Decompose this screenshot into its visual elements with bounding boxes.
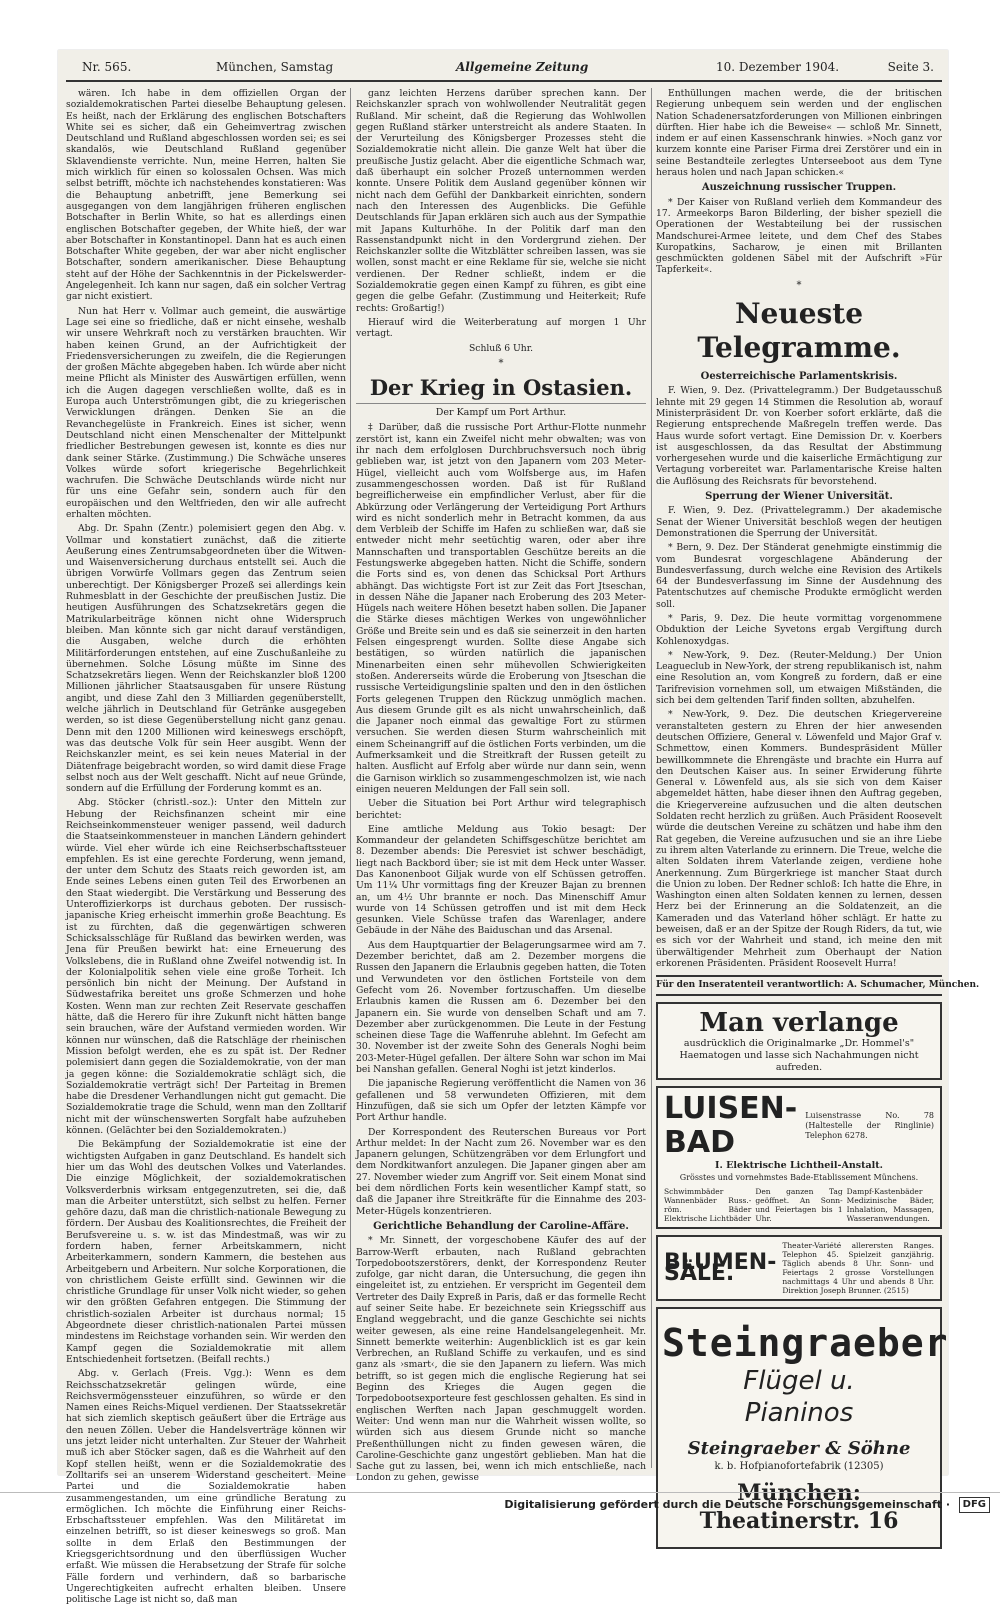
- asterisk-divider: *: [498, 357, 504, 369]
- paragraph: Die japanische Regierung veröffentlicht die Namen von 36 gefallenen und 58 verwundeten Offizieren, mit dem Hinzufügen, daß sie sich um Opfer der letzten Kämpfe vor Port Arthur handle.: [356, 1078, 646, 1124]
- page-header: [66, 58, 942, 82]
- news-item: * New-York, 9. Dez. Die deutschen Kriegervereine veranstalteten gestern zu Ehren der hier anwesenden deutschen Offiziere, General v. Löwenfeld und Major Graf v. Schmettow, einen Kommers. Bundespräsident Müller bewillkommnete die Ehrengäste und brachte ein Hurra auf den Deutschen Kaiser aus. In seiner Erwiderung führte General v. Löwenfeld aus, als sie sich von dem Kaiser abgemeldet hätten, habe dieser ihnen den Auftrag gegeben, die Kriegervereine aufzusuchen und die alten deutschen Soldaten recht herzlich zu grüßen. Auch Präsident Roosevelt würde die deutschen Vereine zu schätzen und habe ihm den Rat gegeben, die Vereine aufzusuchen und sie an ihre Liebe zu ihrem alten Vaterlande zu erinnern. Die Treue, welche die alten Soldaten ihrem Vaterlande zeigen, verdiene hohe Anerkennung. Zum Bürgerkriege ist mancher Staat durch die Union zu loben. Der Redner schloß: Ich hatte die Ehre, in Washington einen alten Soldaten kennen zu lernen, dessen Herz bei der Erinnerung an die Soldatenzeit, an die Kameraden und das Vaterland höher schlägt. Er hatte zu beweisen, daß er an der Spitze der Rough Riders, da tut, wie es sich vor der Wahrheit und stand, ich meine den mit überwältigender Mehrheit zum Oberhaupt der Nation erkorenen Präsidenten. Präsident Roosevelt Hurra!: [656, 709, 942, 969]
- news-item: * Bern, 9. Dez. Der Ständerat genehmigte einstimmig die vom Bundesrat vorgeschlagene Abänderung der Bundesverfassung, durch welche eine Revision des Artikels 64 der Bundesverfassung im Sinne der Ausdehnung des Patentschutzes auf chemische Produkte ermöglicht werden soll.: [656, 542, 942, 610]
- footer-text: Digitalisierung gefördert durch die Deutsche Forschungsgemeinschaft ·: [504, 1498, 950, 1511]
- paragraph: Nun hat Herr v. Vollmar auch gemeint, die auswärtige Lage sei eine so friedliche, daß er nicht einsehe, weshalb wir unsere Wehrkraft noch zu verstärken brauchten. Wir haben keinen Grund, an der Aufrichtigkeit der Friedensversicherungen zu zweifeln, die die Regierungen der großen Mächte abgegeben haben. Ich würde aber nicht meine Pflicht als Minister des Auswärtigen erfüllen, wenn ich die Augen dagegen verschließen wollte, daß es in Europa auch Unterströmungen gibt, die zu kriegerischen Verwicklungen drängen. Denken Sie an die Revanchegelüste in Frankreich. Eines ist sicher, wenn Deutschland nicht einen Menschenalter der Mittelpunkt friedlicher Bestrebungen gewesen ist, konnte es dies nur dank seiner Stärke. (Zustimmung.) Die Schwäche unseres Volkes würde sofort kriegerische Begehrlichkeit wachrufen. Die Schwäche Deutschlands würde nicht nur für uns eine Gefahr sein, sondern auch für den europäischen und den Weltfrieden, den wir alle aufrecht erhalten möchten.: [66, 305, 346, 520]
- ad-luisenbad-cell: Schwimmbäder Wannenbäder Russ.-röm. Bäder Elektrische Lichtbäder: [664, 1187, 752, 1224]
- ad-luisenbad-title: LUISEN-BAD: [664, 1091, 798, 1161]
- column-divider: [651, 88, 652, 1468]
- article-title-war: Der Krieg in Ostasien.: [369, 375, 633, 401]
- paragraph: Die Bekämpfung der Sozialdemokratie ist eine der wichtigsten Aufgaben in ganz Deutschland. Es handelt sich hier um das Wohl des deutschen Volkes und Vaterlandes. Die einzige Möglichkeit, der sozialdemokratischen Volksverderbnis wirksam entgegenzutreten, sei die, daß man die Arbeiter unterstützt, sich selbst zu helfen. Ferner gehöre dazu, daß man die christlich-nationale Bewegung zu fördern. Der Ausbau des Koalitionsrechtes, die Freiheit der Berufsvereine u. s. w. ist das Mindestmaß, was wir zu fordern haben, ferner Arbeitskammern, nicht Arbeiterkammern, sondern Kammern, die bestehen aus Arbeitgebern und Arbeitern. Nur solche Korporationen, die von christlichem Geiste erfüllt sind. Gewinnen wir die christliche Grundlage für unser Volk nicht wieder, so gehen wir den größten Gefahren entgegen. Die Stimmung der christlich-sozialen Arbeiter ist durchaus normal; 15 Abgeordnete dieser christlich-nationalen Partei müssen mindestens im Reichstage vorhanden sein. Wir werden den Kampf gegen die Sozialdemokratie mit allem Entschiedenheit fortsetzen. (Beifall rechts.): [66, 1139, 346, 1365]
- ad-luisenbad-sub: Grösstes und vornehmstes Bade-Etablissement Münchens.: [679, 1173, 919, 1183]
- paragraph: ‡ Darüber, daß die russische Port Arthur-Flotte nunmehr zerstört ist, kann ein Zweifel nicht mehr obwalten; was von ihr nach dem erfolglosen Durchbruchsversuch noch übrig geblieben war, ist jetzt von den Japanern vom 203 Meter-Hügel, vielleicht auch vom Wolfsberge aus, im Hafen zusammengeschossen worden. Daß ist für Rußland begreiflicherweise ein empfindlicher Verlust, aber für die Abkürzung oder Verlängerung der Verteidigung Port Arthurs wird es nicht sonderlich mehr in Betracht kommen, da aus dem Verbleib der Schiffe im Hafen zu schließen war, daß sie entweder nicht mehr seetüchtig waren, oder aber ihre Mannschaften und transportablen Geschütze bereits an die Festungswerke abgegeben hatten. Nicht die Schiffe, sondern die Forts sind es, von denen das Schicksal Port Arthurs abhängt. Das wichtigste Fort ist zur Zeit das Fort Jtseschan, in dessen Nähe die Japaner nach Eroberung des 203 Meter-Hügels nach weitere Höhen besetzt haben sollen. Die Japaner die Stärke dieses mächtigen Werkes von ungewöhnlicher Größe und Breite sein und es daß sie seinerzeit in den harten Felsen eingesprengt wurden. Sollte diese Angabe sich bestätigen, so würden natürlich die japanischen Minenarbeiten einen sehr mühevollen Schwierigkeiten stoßen. Andererseits würde die Eroberung von Jtseschan die russische Verteidigungslinie spalten und den in den östlichen Forts gelegenen Truppen den Rückzug unmöglich machen. Aus diesem Grunde gilt es als nicht unwahrscheinlich, daß die Japaner noch einmal das gewaltige Fort zu stürmen versuchen. Sie werden diesen Sturm wahrscheinlich mit einem Scheinangriff auf die östlichen Forts verbinden, um die Aufmerksamkeit und die Streitkraft der Russen geteilt zu halten. Ausflicht auf Erfolg aber würde nur dann sein, wenn die Garnison wirklich so zusammengeschmolzen ist, wie nach einigen neueren Meldungen der Fall sein soll.: [356, 422, 646, 795]
- paragraph: Hierauf wird die Weiterberatung auf morgen 1 Uhr vertagt.: [356, 316, 646, 340]
- news-item: * Paris, 9. Dez. Die heute vormittag vorgenommene Obduktion der Leiche Syvetons ergab Vergiftung durch Kohlenoxydgas.: [656, 612, 942, 647]
- issue-date: 10. Dezember 1904.: [716, 60, 840, 74]
- ad-steingraeber-small: k. b. Hofpianofortefabrik (12305): [714, 1461, 884, 1473]
- newspaper-name: Allgemeine Zeitung: [456, 60, 589, 74]
- paragraph: Der Korrespondent des Reuterschen Bureaus vor Port Arthur meldet: In der Nacht zum 26. November war es den Japanern gelungen, Schützengräben vor dem Erlungfort und dem Nordkitwanfort anzulegen. Die Japaner gingen aber am 27. November wieder zum Angriff vor. Seit einem Monat sind bei dem nördlichen Forts kein wesentlicher Kampf statt, so daß die Japaner ihre Streitkräfte für die Einnahme des 203-Meter-Hügels konzentrieren.: [356, 1126, 646, 1217]
- column-2: [356, 88, 646, 1484]
- ad-steingraeber-address: München: Theatinerstr. 16: [699, 1479, 899, 1534]
- ad-luisenbad-address: Luisenstrasse No. 78 (Haltestelle der Ringlinie) Telephon 6278.: [805, 1111, 934, 1141]
- ad-responsible-line: Für den Inseratenteil verantwortlich: A. Schumacher, München.: [656, 975, 942, 996]
- digitization-footer: [0, 1492, 1000, 1517]
- ad-steingraeber-title: Steingraeber: [662, 1321, 949, 1366]
- paragraph: F. Wien, 9. Dez. (Privattelegramm.) Der akademische Senat der Wiener Universität beschloß wegen der heutigen Demonstrationen die Sperrung der Universität.: [656, 505, 942, 539]
- column-1: [66, 88, 346, 1605]
- ad-blumensaele-title: BLUMEN-SÄLE.: [664, 1250, 777, 1287]
- paragraph: * Mr. Sinnett, der vorgeschobene Käufer des auf der Barrow-Werft erbauten, nach Rußland gebrachten Torpedobootszerstörers, denkt, der Korrespondenz Reuter zufolge, gar nicht daran, die Untersuchung, die gegen ihn eingeleitet ist, zu entziehen. Er verspricht im Gegenteil dem Vertreter des Daily Expreß in Paris, daß er das formelle Recht auf seiner Seite habe. Er bezeichnete sein Kriegsschiff aus England weggebracht, und die ganze Geschichte sei nichts weiter gewesen, als eine reine Handelsangelegenheit. Mr. Sinnett bemerkte weiterhin: Augenblicklich ist es gar kein Verbrechen, an Rußland Schiffe zu verkaufen, und es sind ganz als ›smart‹, die sie den Japanern zu liefern. Was mich betrifft, so ist gegen mich die englische Regierung hat sei Beginn des Krieges die Augen gegen die Torpedobootsexporteure fest geschlossen gehalten. Es sind in englischen Werften nach Japan geschmuggelt worden. Weiter: Und wenn man nur die Wahrheit wissen wollte, so würden sich aus diesem Grunde nicht so manche Preßenthüllungen nicht zu finden gewesen wären, die Caroline-Geschichte ganz ungestört geblieben. Man hat die Sache gut zu lassen, bei, wenn ich mich entschließe, nach London zu gehen, gewisse: [356, 1235, 646, 1484]
- section-heading-award: Auszeichnung russischer Truppen.: [701, 182, 897, 194]
- paragraph: Ueber die Situation bei Port Arthur wird telegraphisch berichtet:: [356, 798, 646, 821]
- ad-hommel-title: Man verlange: [699, 1008, 899, 1039]
- paragraph: Abg. v. Gerlach (Freis. Vgg.): Wenn es dem Reichsschatzsekretär gelingen würde, eine Reichsvermögenssteuer einzuführen, so würde er den Namen eines Reichs-Miquel verdienen. Der Staatssekretär hat sich ziemlich skeptisch geäußert über die Erträge aus den neuen Zöllen. Ueber die Handelsverträge können wir uns jetzt leider nicht unterhalten. Zur Steuer der Wahrheit muß ich aber Stöcker sagen, daß es die Wahrheit auf den Kopf stellen heißt, wenn er die Sozialdemokratie des Zolltarifs sei an unserem Widerstand gescheitert. Meine Partei und die Sozialdemokratie haben zusammengestanden, um eine gründliche Beratung zu ermöglichen. Ich möchte die Einführung einer Reichs-Erbschaftssteuer empfehlen. Was den Militäretat im einzelnen betrifft, so ist dieser keineswegs so groß. Man sollte in dem Erlaß den Bestimmungen der Kriegsgerichtsordnung und den überflüssigen Wucher erfaßt. Wie müssen die Herabsetzung der Strafe für solche Fälle fordern und verhindern, daß so barbarische Ungerechtigkeiten aufrecht erhalten bleiben. Unsere politische Lage ist nicht so, daß man: [66, 1368, 346, 1605]
- ad-luisenbad-line: I. Elektrische Lichtheil-Anstalt.: [715, 1160, 883, 1172]
- ad-blumensaele: [656, 1235, 942, 1301]
- page-number: Seite 3.: [887, 60, 934, 74]
- asterisk-divider: *: [796, 279, 802, 291]
- paragraph: Enthüllungen machen werde, die der britischen Regierung unbequem sein werden und der englischen Nation Schadenersatzforderungen von Millionen einbringen dürften. Hier habe ich die Beweise« — schloß Mr. Sinnett, indem er auf einen Kassenschrank hinwies. »Noch ganz vor kurzem konnte eine Pariser Firma drei Zerstörer und ein in seine Bestandteile zerlegtes Unterseeboot aus dem Tyne heraus holen und nach Japan schicken.«: [656, 88, 942, 179]
- ad-steingraeber-line2: Pianinos: [744, 1398, 854, 1429]
- city-day: München, Samstag: [216, 60, 334, 74]
- paragraph: Aus dem Hauptquartier der Belagerungsarmee wird am 7. Dezember berichtet, daß am 2. Dezember morgens die Russen den Japanern die Erlaubnis gegeben hatten, die Toten und Verwundeten vor den östlichen Fortsteile von dem Gefecht vom 26. November fortzuschaffen. Um dieselbe Erlaubnis kamen die Russen am 6. Dezember bei den Japanern ein. Sie wurde von denselben Schaft und am 7. Dezember aber zurückgenommen. Die Leute in der Festung scheinen diese Tage die Waffenruhe ablehnt. Im Gefecht am 30. November ist der zweite Sohn des Generals Noghi beim 203-Meter-Hügel gefallen. Der ältere Sohn war schon im Mai bei Nanshan gefallen. General Noghi ist jetzt kinderlos.: [356, 939, 646, 1076]
- paragraph: wären. Ich habe in dem offiziellen Organ der sozialdemokratischen Partei dieselbe Behauptung gelesen. Es heißt, nach der Erklärung des englischen Botschafters White sei es sicher, daß ein Geheimvertrag zwischen Deutschland und Rußland abgeschlossen worden sei; es sei skandalös, wie Deutschland Rußland gegenüber Sklavendienste verrichte. Nun, meine Herren, halten Sie mich wirklich für einen so kolossalen Ochsen. Was mich selbst betrifft, möchte ich nachstehendes konstatieren: Was die Behauptung anbetrifft, jene Bemerkung sei ausgegangen von dem langjährigen früheren englischen Botschafter in Berlin White, so hat es allerdings einen englischen Botschafter gegeben, der White hieß, der war aber Botschafter in Konstantinopel. Dann hat es auch einen Botschafter White gegeben, der war aber nicht englischer Botschafter, sondern amerikanischer. Diese Behauptung steht auf der Höhe der Sachkenntnis in der Pickelswerder-Angelegenheit. Ich kann nur sagen, daß ein solcher Vertrag gar nicht existiert.: [66, 88, 346, 303]
- ad-luisenbad: [656, 1086, 942, 1229]
- article-subtitle-war: Der Kampf um Port Arthur.: [356, 403, 646, 418]
- ad-blumensaele-text: Theater-Variété allerersten Ranges. Telephon 45. Spielzeit ganzjährig. Täglich abends 8 Uhr. Sonn- und Feiertags 2 grosse Vorstellungen nachmittags 4 Uhr und abends 8 Uhr. Direktion Joseph Brunner. (2515): [782, 1241, 934, 1296]
- ad-luisenbad-cell: Den ganzen Tag geöffnet. An Sonn- und Feiertagen bis 1 Uhr.: [755, 1187, 843, 1224]
- paragraph: * Der Kaiser von Rußland verlieh dem Kommandeur des 17. Armeekorps Baron Bilderling, der bisher speziell die Operationen der Westabteilung bei der russischen Mandschurei-Armee leitete, und dem Chef des Stabes Kuropatkins, Sacharow, je einen mit Brillanten geschmückten goldenen Säbel mit der Aufschrift »Für Tapferkeit«.: [656, 196, 942, 276]
- paragraph: ganz leichten Herzens darüber sprechen kann. Der Reichskanzler sprach von wohlwollender Neutralität gegen Rußland. Mir scheint, daß die Regierung das Wohlwollen gegen Rußland stärker unterstreicht als andere Staaten. In der Verurteilung des Königsberger Prozesses steht die Sozialdemokratie nicht allein. Die ganze Welt hat über die preußische Justiz gelacht. Aber die eigentliche Schmach war, daß überhaupt ein solcher Prozeß unternommen werden konnte. Unsere Politik dem Ausland gegenüber können wir nicht nach dem Gefühl der Dankbarkeit einrichten, sondern nach den Interessen des Augenblicks. Die Gefühle Deutschlands für Japan erklären sich auch aus der Sympathie mit Japans Kulturhöhe. In der Politik darf man den Rassenstandpunkt nicht in den Vordergrund ziehen. Der Reichskanzler sollte die Witzblätter schreiben lassen, was sie wollen, sonst macht er eine Reklame für sie, welche sie nicht verdienen. Der Redner schließt, indem er die Sozialdemokratie gegen einen Kampf zu führen, es gibt eine gegen die gelbe Gefahr. (Zustimmung und Heiterkeit; Rufe rechts: Großartig!): [356, 88, 646, 314]
- issue-number: Nr. 565.: [82, 60, 132, 74]
- column-divider: [350, 88, 351, 1468]
- ad-luisenbad-cell: Dampf-Kastenbäder Medizinische Bäder, Inhalation, Massagen, Wasseranwendungen.: [846, 1187, 934, 1224]
- paragraph: Abg. Dr. Spahn (Zentr.) polemisiert gegen den Abg. v. Vollmar und konstatiert zunächst, daß die zitierte Aeußerung eines Zentrumsabgeordneten über die Witwen- und Waisenversicherung durchaus entstellt sei. Auch die übrigen Vorwürfe Vollmars gegen das Zentrum seien unberechtigt. Der Königsberger Prozeß sei allerdings kein Ruhmesblatt in der Geschichte der preußischen Justiz. Die heutigen Ausführungen des Schatzsekretärs gegen die Matrikularbeiträge können nicht ohne Widerspruch bleiben. Man könnte sich gar nicht darauf verständigen, die Ausgaben, welche durch die erhöhten Militärforderungen entstehen, auf eine Zuschußanleihe zu übernehmen. Solche Lösung müßte im Sinne des Schatzsekretärs liegen. Wenn der Reichskanzler bloß 1200 Millionen jährlicher Staatsausgaben für unsere Rüstung angibt, und diese Zahl den 3 Milliarden gegenüberstellt, welche jährlich in Deutschland für Getränke ausgegeben werden, so ist diese Gegenüberstellung nicht ganz genau. Denn mit den 1200 Millionen wird keineswegs erschöpft, was das deutsche Volk für sein Heer ausgibt. Wenn der Reichskanzler meint, es sei kein neues Material in der Diätenfrage beigebracht worden, so wird damit diese Frage selbst noch aus der Welt geschafft. Nicht auf neue Gründe, sondern auf die Erfüllung der Forderung kommt es an.: [66, 523, 346, 795]
- section-heading-university: Sperrung der Wiener Universität.: [705, 491, 893, 503]
- paragraph: F. Wien, 9. Dez. (Privattelegramm.) Der Budgetausschuß lehnte mit 29 gegen 14 Stimmen die Resolution ab, worauf Ministerpräsident Dr. von Koerber sofort erklärte, daß die Regierung entsprechende Maßregeln treffen werde. Das Haus wurde sofort vertagt. Eine Demission Dr. v. Koerbers ist ausgeschlossen, da das Resultat der Abstimmung vorhergesehen wurde und die kaiserliche Ermächtigung zur Vertagung vorbereitet war. Parlamentarische Kreise halten die Auflösung des Reichsrats für bevorstehend.: [656, 385, 942, 487]
- section-heading-austria: Oesterreichische Parlamentskrisis.: [700, 371, 898, 383]
- session-close: Schluß 6 Uhr.: [469, 342, 533, 354]
- dfg-logo: DFG: [959, 1497, 990, 1513]
- news-item: * New-York, 9. Dez. (Reuter-Meldung.) Der Union Leagueclub in New-York, der streng republikanisch ist, nahm eine Resolution an, vom Kongreß zu fordern, daß er eine Tarifrevision vornehmen soll, um etwaigen Mißständen, die sich bei dem geltenden Tarif finden sollten, abzuhelfen.: [656, 649, 942, 707]
- ad-steingraeber-line1: Flügel u.: [743, 1366, 855, 1397]
- ad-steingraeber-firm: Steingraeber & Söhne: [687, 1438, 911, 1460]
- ad-hommel-text: ausdrücklich die Originalmarke „Dr. Hommel's" Haematogen und lasse sich Nachahmungen nicht aufreden.: [679, 1038, 919, 1074]
- section-heading-caroline: Gerichtliche Behandlung der Caroline-Affäre.: [373, 1220, 629, 1232]
- telegrams-title: Neueste Telegramme.: [697, 297, 901, 365]
- paragraph: Eine amtliche Meldung aus Tokio besagt: Der Kommandeur der gelandeten Schiffsgeschütze berichtet am 8. Dezember abends: Die Peresviet ist schwer beschädigt, liegt nach Backbord über; sie ist mit dem Heck unter Wasser. Das Kanonenboot Giljak wurde von elf Schüssen getroffen. Um 11¼ Uhr vormittags fing der Kreuzer Bajan zu brennen an, um 4½ Uhr brannte er noch. Das Minenschiff Amur wurde von 14 Schüssen getroffen und ist mit dem Heck gesunken. Viele Schüsse trafen das Warenlager, andere Gebäude in der Nähe des Baiduschan und das Arsenal.: [356, 823, 646, 937]
- ad-hommel: [656, 1002, 942, 1080]
- paragraph: Abg. Stöcker (christl.-soz.): Unter den Mitteln zur Hebung der Reichsfinanzen scheint mir eine Reichseinkommensteuer weniger passend, weil dadurch die Staatseinkommensteuer in manchen Ländern gehindert würde. Viel eher würde ich eine Reichserbschaftssteuer empfehlen. Es ist eine gerechte Forderung, wenn jemand, der unter dem Schutz des Staats reich geworden ist, am Ende seines Lebens einen guten Teil des Erworbenen an den Staat wiedergibt. Die Verstärkung und Besserung des Unteroffizierkorps ist durchaus geboten. Der russisch-japanische Krieg erheischt immerhin große Beachtung. Es ist zu fürchten, daß die gegenwärtigen schweren Schicksalsschläge für Rußland das bewirken werden, was Jena für Preußen bewirkt hat: eine Erneuerung des Volkslebens, die in Rußland ohne Zweifel notwendig ist. In der Kolonialpolitik sehen viele eine große Torheit. Ich persönlich bin nicht der Meinung. Der Aufstand in Südwestafrika bereitet uns große Schmerzen und hohe Kosten. Wenn man zur rechten Zeit Reservate geschaffen hätte, daß die Herero für ihre Zukunft nicht hätten bange sein brauchen, wäre der Aufstand vermieden worden. Wir können nur wünschen, daß die Ratschläge der rheinischen Mission befolgt werden, ehe es zu spät ist. Der Redner polemisiert dann gegen die Sozialdemokratie, von der man ja gegen könne: die Sozialdemokratie schlägt sich, die Sozialdemokratie verträgt sich! Der Parteitag in Bremen habe die Dresdener Verhandlungen nicht gut gemacht. Die Sozialdemokratie trage die Schuld, wenn man den Zolltarif nicht mit der wünschenswerten Sorgfalt habe aufzuheben können. (Gelächter bei den Sozialdemokraten.): [66, 797, 346, 1137]
